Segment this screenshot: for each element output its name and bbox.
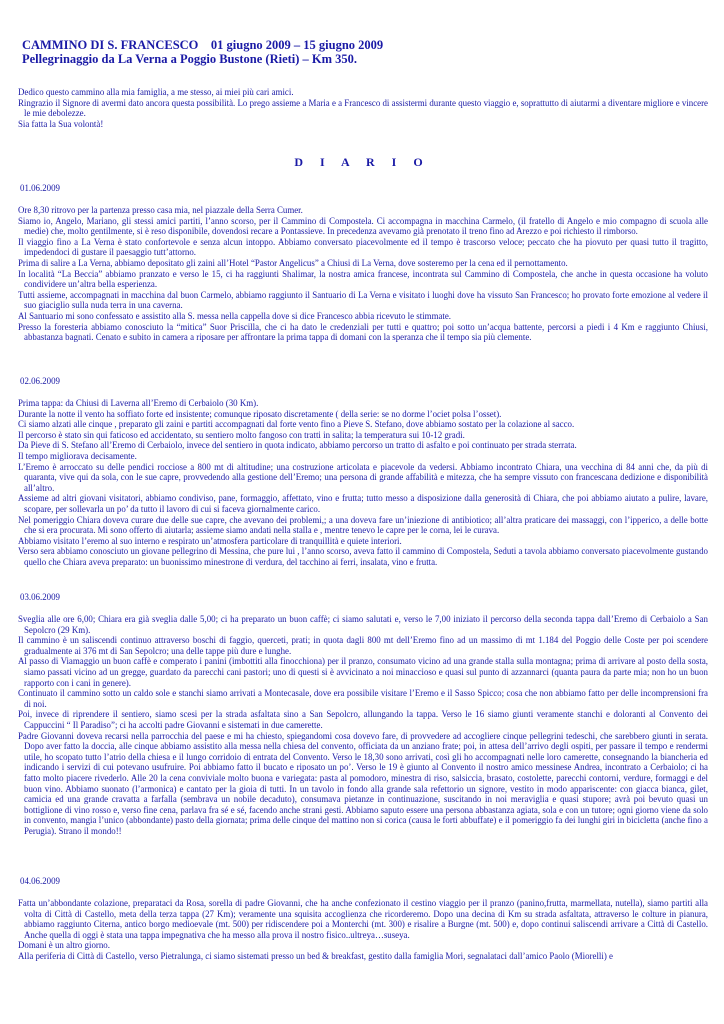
paragraph: L’Eremo è arroccato su delle pendici rocciose a 800 mt di altitudine; una costruzione articolata e piacevole da vedersi. Abbiamo incontrato Chiara, una vecchina di 84 anni che, da più di quaranta, vive qui da sola, con le sue capre, provvedendo alla gestione dell’Eremo; una persona di grande affabilità e mitezza, che ha sempre vissuto con francescana dedizione e disponibilità all’altro. — [18, 461, 708, 493]
paragraph: Fatta un’abbondante colazione, preparataci da Rosa, sorella di padre Giovanni, che ha anche confezionato il cestino viaggio per il pranzo (panino,frutta, marmellata, nutella), siamo partiti alla volta di Città di Castello, meta della terza tappa (27 Km); veramente una squisita accoglienza che ricorderemo. Dopo una decina di Km su strada asfaltata, attraverso le colture in pianura, abbiamo raggiunto Citerna, antico borgo medioevale (mt. 500) per ridiscendere poi a Monterchi (mt. 300) e risalire a Burgne (mt. 500) e, dopo continui saliscendi arrivare a Città di Castello. Anche quella di oggi è stata una tappa impegnativa che ha messo alla prova il nostro fisico..ultreya…suseya. — [18, 898, 708, 940]
paragraph: Da Pieve di S. Stefano all’Eremo di Cerbaiolo, invece del sentiero in quota indicato, abbiamo percorso un tratto di asfalto e poi continuato per strada sterrata. — [18, 440, 577, 451]
paragraph: Al passo di Viamaggio un buon caffè e comperato i panini (imbottiti alla finocchiona) per il pranzo, consumato vicino ad una grande stalla sulla montagna; prima di arrivare al posto della sosta, siamo passati vicino ad un gregge, guardato da parecchi cani pastori; uno di questi si è avvicinato a noi minaccioso e quasi sul punto di azzannarci (quanta paura da parte mia; non ho un buon rapporto con i cani in genere). — [18, 656, 708, 688]
paragraph: Continuato il cammino sotto un caldo sole e stanchi siamo arrivati a Montecasale, dove era possibile visitare l’Eremo e il Sasso Spicco; cosa che non abbiamo fatto per delle incomprensioni fra di noi. — [18, 688, 708, 709]
dedication-block — [18, 87, 708, 129]
paragraph: Il cammino è un saliscendi continuo attraverso boschi di faggio, querceti, prati; in quota dagli 800 mt dell’Eremo fino ad un massimo di mt 1.184 del Poggio delle Coste per poi scendere gradualmente ai 376 mt di San Sepolcro; una delle tappe più dure e lunghe. — [18, 635, 708, 656]
paragraph: Abbiamo visitato l’eremo al suo interno e respirato un’atmosfera particolare di tranquillità e quiete interiori. — [18, 535, 402, 546]
entry-date-3: 03.06.2009 — [20, 592, 60, 602]
paragraph: Assieme ad altri giovani visitatori, abbiamo condiviso, pane, formaggio, affettato, vino e frutta; tutto messo a disposizione dalla generosità di Chiara, che poi abbiamo aiutato a pulire, lavare, scopare, per sollevarla un po’ da tutto il lavoro di cui si faceva giornalmente carico. — [18, 493, 708, 514]
diario-heading: D I A R I O — [294, 155, 430, 169]
entry-body-4 — [18, 898, 708, 962]
paragraph: Prima di salire a La Verna, abbiamo depositato gli zaini all’Hotel “Pastor Angelicus” a Chiusi di La Verna, dove sosteremo per la cena ed il pernottamento. — [18, 257, 568, 268]
paragraph: Nel pomeriggio Chiara doveva curare due delle sue capre, che avevano dei problemi,; a una doveva fare un’iniezione di antibiotico; all’altra praticare dei massaggi, con l’ipperico, a delle botte che si era procurata. Mi sono offerto di aiutarla; assieme siamo andati nella stalla e , mentre tenevo le capre per le corna, lei le curava. — [18, 514, 708, 536]
paragraph: Il tempo migliorava decisamente. — [18, 450, 137, 461]
paragraph: Al Santuario mi sono confessato e assistito alla S. messa nella cappella dove si dice Francesco abbia ricevuto le stimmate. — [18, 310, 452, 321]
paragraph: Sveglia alle ore 6,00; Chiara era già sveglia dalle 5,00; ci ha preparato un buon caffè; ci siamo salutati e, verso le 7,00 iniziato il percorso della seconda tappa dall’Eremo di Cerbaiolo a San Sepolcro (29 Km). — [18, 614, 708, 635]
entry-body-3 — [18, 614, 708, 836]
paragraph: Alla periferia di Città di Castello, verso Pietralunga, ci siamo sistemati presso un bed & breakfast, gestito dalla famiglia Mori, segnalataci dall’amico Paolo (Miorelli) e — [18, 950, 613, 961]
paragraph: Verso sera abbiamo conosciuto un giovane pellegrino di Messina, che pure lui , l’anno scorso, aveva fatto il cammino di Compostela, Seduti a tavola abbiamo conversato piacevolmente gustando quello che Chiara aveva preparato: un buonissimo minestrone di verdura, del tacchino ai ferri, insalata, vino e frutta. — [18, 546, 708, 567]
entry-body-2 — [18, 398, 708, 568]
paragraph: Presso la foresteria abbiamo conosciuto la “mitica” Suor Priscilla, che ci ha dato le credenziali per tutti e quattro; poi sotto un’acqua battente, percorsi a piedi i 4 Km e raggiunto Chiusi, abbastanza bagnati. Cenato e subito in camera a riposare per affrontare la prima tappa di domani con la speranza che il tempo sia più clemente. — [18, 321, 708, 343]
title-line-2: Pellegrinaggio da La Verna a Poggio Bustone (Rieti) – Km 350. — [22, 52, 358, 66]
paragraph: Ore 8,30 ritrovo per la partenza presso casa mia, nel piazzale della Serra Cumer. — [18, 205, 303, 215]
paragraph: Prima tappa: da Chiusi di Laverna all’Eremo di Cerbaiolo (30 Km). — [18, 398, 259, 408]
paragraph: Tutti assieme, accompagnati in macchina dal buon Carmelo, abbiamo raggiunto il Santuario di La Verna e visitato i luoghi dove ha vissuto San Francesco; ho provato forte emozione al vedere il suo giaciglio sulla nuda terra in una caverna. — [18, 289, 708, 311]
paragraph: Il percorso è stato sin qui faticoso ed accidentato, su sentiero molto fangoso con tratti in salita; la temperatura sui 10-12 gradi. — [18, 429, 465, 440]
entry-date-2: 02.06.2009 — [20, 376, 60, 386]
paragraph: Durante la notte il vento ha soffiato forte ed insistente; comunque riposato discretamente ( della serie: se no dorme l’ociet polsa l’osset). — [18, 408, 502, 419]
dedication-line-3: Sia fatta la Sua volontà! — [18, 118, 104, 129]
paragraph: Ci siamo alzati alle cinque , preparato gli zaini e partiti accompagnati dal forte vento fino a Pieve S. Stefano, dove abbiamo sostato per la colazione al sacco. — [18, 419, 575, 430]
paragraph: Domani è un altro giorno. — [18, 940, 110, 951]
dedication-line-2: Ringrazio il Signore di avermi dato ancora questa possibilità. Lo prego assieme a Maria e a Francesco di assistermi durante questo viaggio e, soprattutto di aiutarmi a diventare migliore e vincere le mie debolezze. — [18, 97, 708, 119]
entry-body-1 — [18, 205, 708, 343]
entry-date-1: 01.06.2009 — [20, 183, 60, 193]
paragraph: Il viaggio fino a La Verna è stato confortevole e senza alcun intoppo. Abbiamo conversato piacevolmente ed il tempo è trascorso veloce; peccato che ha piovuto per quasi tutto il tragitto, impedendoci di gustare il paesaggio tutt’attorno. — [18, 236, 708, 258]
paragraph: Siamo io, Angelo, Mariano, gli stessi amici partiti, l’anno scorso, per il Cammino di Compostela. Ci accompagna in macchina Carmelo, (il fratello di Angelo e mio compagno di scuola alle medie) che, molto gentilmente, si è reso disponibile, dovendosi recare a Pontassieve. In precedenza avevamo già prenotato il treno fino ad Arezzo e poi richiesto il rimborso. — [18, 215, 708, 237]
dedication-line-1: Dedico questo cammino alla mia famiglia, a me stesso, ai miei più cari amici. — [18, 87, 294, 97]
document-title — [22, 38, 702, 66]
paragraph: In località “La Beccia” abbiamo pranzato e verso le 15, ci ha raggiunti Shalimar, la nostra amica francese, incontrata sul Cammino di Compostela, che anche in questa occasione ha voluto condividere un’altra bella esperienza. — [18, 268, 708, 290]
title-line-1: CAMMINO DI S. FRANCESCO 01 giugno 2009 – 15 giugno 2009 — [22, 38, 384, 52]
paragraph: Poi, invece di riprendere il sentiero, siamo scesi per la strada asfaltata sino a San Sepolcro, allungando la tappa. Verso le 16 siamo giunti veramente stanchi e doloranti al Convento dei Cappuccini “ Il Paradiso”; ci ha accolti padre Giovanni e sistemati in due camerette. — [18, 709, 708, 730]
entry-date-4: 04.06.2009 — [20, 876, 60, 886]
paragraph: Padre Giovanni doveva recarsi nella parrocchia del paese e mi ha chiesto, spiegandomi cosa dovevo fare, di provvedere ad accogliere cinque pellegrini tedeschi, che sarebbero giunti in serata. Dopo aver fatto la doccia, alle cinque abbiamo assistito alla messa nella chiesa del convento, officiata da un anziano frate; poi, in attesa dell’arrivo degli ospiti, per passare il tempo e rendermi utile, ho scopato tutto l’atrio della chiesa e il lungo corridoio di entrata del Convento. Verso le 18,30 sono arrivati, così gli ho accompagnati nelle loro camerette, consegnando la biancheria ed indicando i servizi di cui potevano usufruire. Poi abbiamo fatto il bucato e riposato un po’. Verso le 19 è giunto al Convento il nostro amico messinese Andrea, incontrato a Cerbaiolo; ci ha fatto molto piacere rivederlo. Alle 20 la cena conviviale molto buona e variegata: pasta al pomodoro, minestra di riso, salsiccia, brasato, costolette, parecchi contorni, verdure, formaggi e del buon vino. Abbiamo suonato (l’armonica) e cantato per la gioia di tutti. In un tavolo in fondo alla grande sala refettorio un signore, vestito in modo appariscente: con giacca bianca, gilet, camicia ed una grande cravatta a farfalla (sembrava un nobile decaduto), consumava pietanze in continuazione, suscitando in noi meraviglia e quasi stupore; avrà poi bevuto quasi un bottiglione di vino rosso e, verso fine cena, parlava fra sé e sé, facendo anche strani gesti. Abbiamo saputo essere una persona abbastanza agiata, sola e con un tutore; ogni giorno viene da solo in convento, mangia l’unico (abbondante) pasto della giornata; prima delle cinque del mattino non si corica (causa le forti abbuffate) e il pomeriggio fa dei lunghi giri in bicicletta (anche fino a Perugia). Strano il mondo!! — [18, 730, 708, 836]
